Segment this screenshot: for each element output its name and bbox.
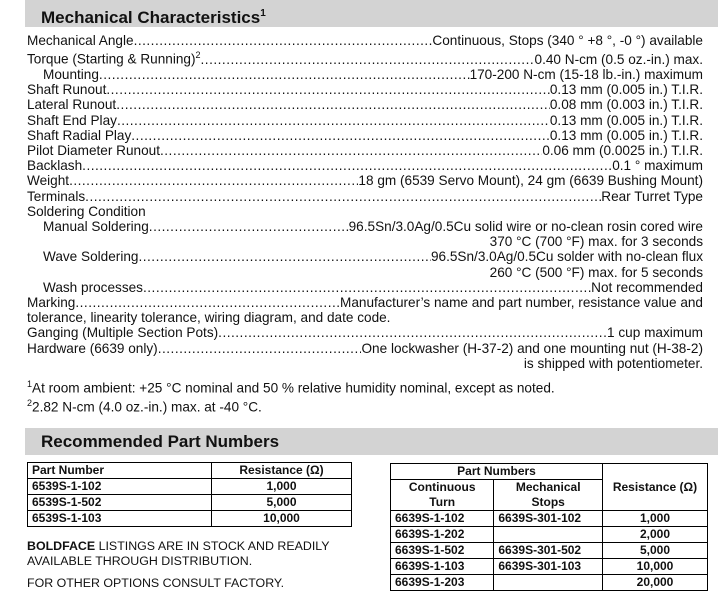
spec-value: 0.06 mm (0.0025 in.) T.I.R.: [542, 142, 703, 158]
mechanical-characteristics-header: [25, 0, 718, 27]
spec-value-continued: 370 °C (700 °F) max. for 3 seconds: [489, 234, 703, 250]
spec-row: [27, 143, 703, 158]
stock-note-text: LISTINGS ARE IN STOCK AND READILY: [95, 539, 330, 553]
footnote-text: At room ambient: +25 °C nominal and 50 % relative humidity nominal, except as noted.: [32, 380, 555, 396]
continuous-turn-cell: 6639S-1-502: [391, 543, 494, 559]
spec-row: [27, 341, 703, 356]
spec-list: [27, 33, 703, 371]
spec-label: Wash processes: [43, 279, 143, 295]
leader-dots: [201, 52, 535, 67]
spec-value: 1 cup maximum: [607, 325, 703, 341]
spec-subheading: Soldering Condition: [27, 203, 146, 219]
group-header-part-numbers: Part Numbers: [391, 464, 603, 480]
spec-row: [27, 280, 703, 295]
spec-label: Mechanical Angle: [27, 33, 134, 48]
recommended-part-numbers-header: [25, 428, 718, 455]
part-number-cell: 6539S-1-103: [28, 511, 212, 527]
spec-value-continued: 260 °C (500 °F) max. for 5 seconds: [489, 264, 703, 280]
table-row: [28, 479, 352, 495]
table-row: [391, 559, 708, 575]
spec-label: Manual Soldering: [43, 218, 149, 234]
spec-row: [27, 97, 703, 112]
column-header-mechanical-stops: Mechanical Stops: [494, 480, 603, 511]
column-header-resistance: Resistance (Ω): [603, 464, 708, 511]
spec-label: Backlash: [27, 158, 83, 174]
spec-value: 0.13 mm (0.005 in.) T.I.R.: [549, 82, 703, 98]
footnote-number: 2: [27, 398, 33, 409]
spec-row: [27, 158, 703, 173]
spec-label: Marking: [27, 294, 76, 310]
spec-label-text: Torque (Starting & Running): [27, 51, 196, 67]
leader-dots: [85, 189, 601, 204]
table-header-row: [391, 464, 708, 480]
spec-value-continued: is shipped with potentiometer.: [523, 355, 703, 371]
mechanical-stops-cell: 6639S-301-103: [494, 559, 603, 575]
spec-label: [27, 48, 201, 67]
table-row: [28, 495, 352, 511]
spec-label: Terminals: [27, 188, 86, 204]
resistance-cell: 2,000: [603, 527, 708, 543]
leader-dots: [106, 82, 550, 97]
spec-row: [27, 128, 703, 143]
mechanical-stops-cell: [494, 575, 603, 591]
leader-dots: [143, 280, 591, 295]
spec-label: Mounting: [43, 66, 99, 82]
leader-dots: [82, 158, 612, 173]
footnotes: [27, 377, 555, 415]
leader-dots: [218, 325, 607, 340]
spec-value: 0.13 mm (0.005 in.) T.I.R.: [549, 127, 703, 143]
leader-dots: [116, 97, 550, 112]
spec-row: [27, 67, 703, 82]
leader-dots: [134, 33, 433, 48]
resistance-cell: 5,000: [603, 543, 708, 559]
spec-row: [27, 189, 703, 204]
spec-label: Shaft Runout: [27, 82, 107, 98]
spec-row: [27, 48, 703, 67]
spec-label: Ganging (Multiple Section Pots): [27, 325, 219, 341]
spec-value: 0.13 mm (0.005 in.) T.I.R.: [549, 112, 703, 128]
spec-row: [27, 173, 703, 188]
continuous-turn-cell: 6639S-1-202: [391, 527, 494, 543]
footnote-text: 2.82 N-cm (4.0 oz.-in.) max. at -40 °C.: [32, 399, 262, 415]
footnote: [27, 377, 555, 396]
mechanical-stops-cell: [494, 527, 603, 543]
table-row: [391, 527, 708, 543]
footnote: [27, 396, 555, 415]
footnote-ref: 2: [195, 50, 201, 61]
spec-label: Pilot Diameter Runout: [27, 142, 160, 158]
spec-label: Shaft Radial Play: [27, 127, 132, 143]
table-row: [391, 511, 708, 527]
resistance-cell: 1,000: [603, 511, 708, 527]
leader-dots: [75, 295, 340, 310]
stock-note-bold: BOLDFACE: [27, 539, 96, 553]
section-title: Mechanical Characteristics: [41, 8, 261, 27]
continuous-turn-cell: 6639S-1-102: [391, 511, 494, 527]
spec-row: [27, 295, 703, 310]
spec-value: 18 gm (6539 Servo Mount), 24 gm (6639 Bushing Mount): [358, 173, 703, 189]
stock-note: [27, 539, 330, 569]
table-row: [391, 575, 708, 591]
spec-label: Shaft End Play: [27, 112, 117, 128]
spec-row: [27, 82, 703, 97]
leader-dots: [158, 341, 362, 356]
spec-row: [27, 33, 703, 48]
spec-value: 0.40 N-cm (0.5 oz.-in.) max.: [534, 51, 703, 67]
stock-note-line: AVAILABLE THROUGH DISTRIBUTION.: [27, 554, 253, 568]
spec-row: [27, 325, 703, 340]
spec-value: Manufacturer’s name and part number, resistance value and: [340, 294, 703, 310]
spec-label: Wave Soldering: [43, 249, 139, 265]
footnote-ref: 1: [260, 8, 266, 19]
leader-dots: [149, 219, 349, 234]
leader-dots: [69, 173, 358, 188]
leader-dots: [99, 67, 470, 82]
spec-value: 0.08 mm (0.003 in.) T.I.R.: [549, 97, 703, 113]
spec-row: [27, 249, 703, 264]
part-number-cell: 6539S-1-502: [28, 495, 212, 511]
column-header-continuous-turn: Continuous Turn: [391, 480, 494, 511]
spec-row: [27, 219, 703, 234]
spec-value: 0.1 ° maximum: [612, 158, 703, 174]
spec-value: Not recommended: [591, 279, 703, 295]
footnote-number: 1: [27, 379, 33, 389]
section-title: Recommended Part Numbers: [41, 432, 280, 451]
spec-value: One lockwasher (H-37-2) and one mounting nut (H-38-2): [361, 340, 703, 356]
column-header-part-number: Part Number: [28, 463, 212, 479]
spec-label: Weight: [27, 173, 70, 189]
resistance-cell: 5,000: [212, 495, 352, 511]
stock-note-line: [27, 539, 330, 554]
spec-row: [27, 113, 703, 128]
spec-value: 96.5Sn/3.0Ag/0.5Cu solid wire or no-clean rosin cored wire: [348, 218, 703, 234]
table-row: [28, 511, 352, 527]
mechanical-stops-cell: 6639S-301-502: [494, 543, 603, 559]
resistance-cell: 10,000: [603, 559, 708, 575]
spec-value-continued: tolerance, linearity tolerance, wiring diagram, and date code.: [27, 310, 391, 326]
continuous-turn-cell: 6639S-1-203: [391, 575, 494, 591]
spec-label: Hardware (6639 only): [27, 340, 158, 356]
leader-dots: [138, 249, 430, 264]
leader-dots: [160, 143, 542, 158]
spec-label: Lateral Runout: [27, 97, 117, 113]
spec-value: 96.5Sn/3.0Ag/0.5Cu solder with no-clean flux: [430, 249, 703, 265]
column-header-resistance: Resistance (Ω): [212, 463, 352, 479]
leader-dots: [117, 113, 550, 128]
spec-value: Rear Turret Type: [601, 188, 703, 204]
resistance-cell: 20,000: [603, 575, 708, 591]
resistance-cell: 10,000: [212, 511, 352, 527]
spec-value: 170-200 N-cm (15-18 lb.-in.) maximum: [469, 66, 703, 82]
resistance-cell: 1,000: [212, 479, 352, 495]
continuous-turn-cell: 6639S-1-103: [391, 559, 494, 575]
table-row: [391, 543, 708, 559]
mechanical-stops-cell: 6639S-301-102: [494, 511, 603, 527]
table-header-row: [28, 463, 352, 479]
part-number-table-6539: [27, 462, 352, 527]
consult-factory-note: FOR OTHER OPTIONS CONSULT FACTORY.: [27, 576, 285, 590]
leader-dots: [131, 128, 550, 143]
spec-value: Continuous, Stops (340 ° +8 °, -0 °) available: [432, 33, 703, 48]
part-number-table-6639: [390, 463, 708, 591]
part-number-cell: 6539S-1-102: [28, 479, 212, 495]
